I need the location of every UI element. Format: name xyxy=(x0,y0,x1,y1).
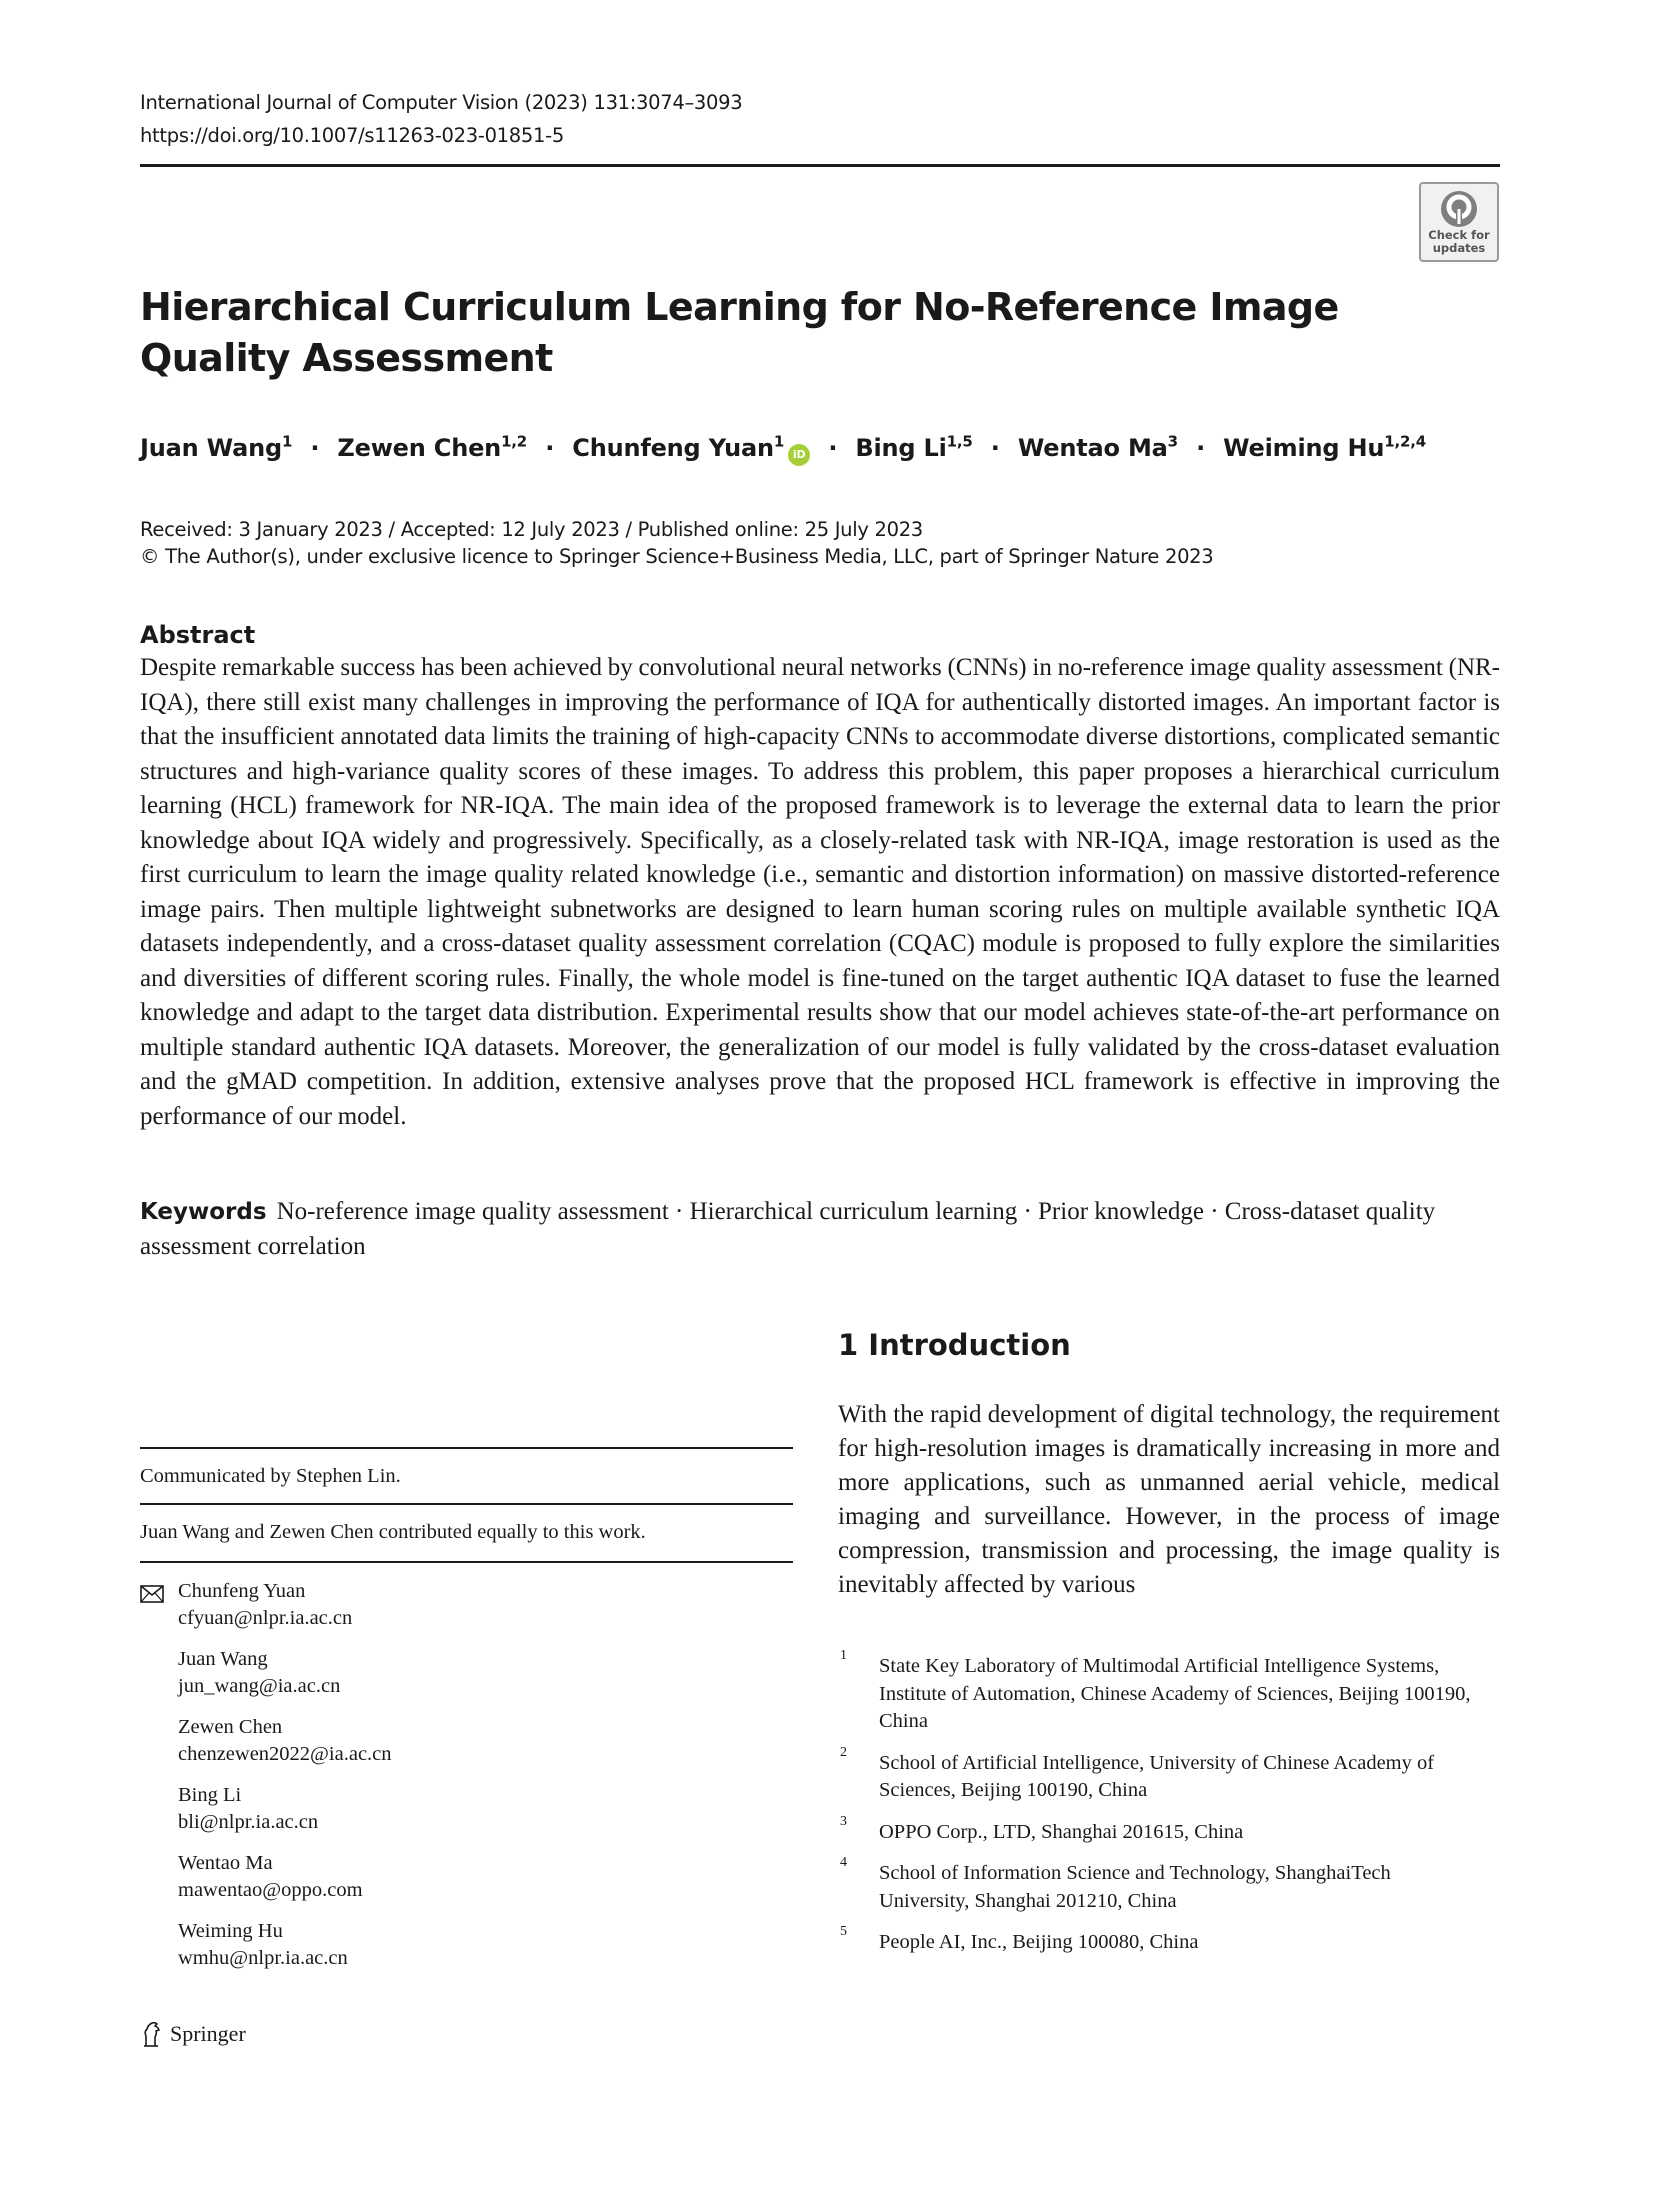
contact-entry xyxy=(178,1646,738,1714)
author-separator: · xyxy=(990,434,1000,462)
affiliation-number: 5 xyxy=(840,1924,847,1939)
author-contacts xyxy=(178,1578,738,1986)
contact-email[interactable]: chenzewen2022@ia.ac.cn xyxy=(178,1743,392,1765)
mail-icon xyxy=(140,1585,164,1603)
communicated-note: Communicated by Stephen Lin. xyxy=(140,1465,401,1487)
crossmark-icon xyxy=(1439,189,1479,229)
affiliations-list xyxy=(838,1648,1478,1971)
keywords-text: No-reference image quality assessment · Hierarchical curriculum learning · Prior knowledge · Cross-dataset quality assessment correlation xyxy=(140,1198,1436,1260)
publication-dates xyxy=(140,516,1500,570)
author-name: Bing Li xyxy=(855,434,947,462)
affiliation-item xyxy=(838,1744,1478,1805)
keywords xyxy=(140,1195,1500,1263)
author-list xyxy=(140,428,1500,468)
author-separator: · xyxy=(828,434,838,462)
author-affiliation-sup: 1,5 xyxy=(946,432,973,451)
contact-name: Bing Li xyxy=(178,1784,242,1806)
contact-name: Juan Wang xyxy=(178,1648,268,1670)
contact-name: Chunfeng Yuan xyxy=(178,1580,306,1602)
contact-entry xyxy=(178,1850,738,1918)
crossmark-line-1: Check for xyxy=(1428,228,1490,242)
affiliation-item xyxy=(838,1648,1478,1736)
author-affiliation-sup: 1 xyxy=(281,432,293,451)
author-name: Zewen Chen xyxy=(337,434,502,462)
contact-name: Weiming Hu xyxy=(178,1920,283,1942)
abstract-text: Despite remarkable success has been achieved by convolutional neural networks (CNNs) in no-reference image quality assessment (NR-IQA), there still exist many challenges in improving the performance of IQA for authentically distorted images. An important factor is that the insufficient annotated data limits the training of high-capacity CNNs to accommodate diverse distortions, complicated semantic structures and high-variance quality scores of these images. To address this problem, this paper proposes a hierarchical curriculum learning (HCL) framework for NR-IQA. The main idea of the proposed framework is to leverage the external data to learn the prior knowledge about IQA widely and progressively. Specifically, as a closely-related task with NR-IQA, image restoration is used as the first curriculum to learn the image quality related knowledge (i.e., semantic and distortion information) on massive distorted-reference image pairs. Then multiple lightweight subnetworks are designed to learn human scoring rules on multiple available synthetic IQA datasets independently, and a cross-dataset quality assessment correlation (CQAC) module is proposed to fully explore the similarities and diversities of different scoring rules. Finally, the whole model is fine-tuned on the target authentic IQA dataset to fuse the learned knowledge and adapt to the target data distribution. Experimental results show that our model achieves state-of-the-art performance on multiple standard authentic IQA datasets. Moreover, the generalization of our model is fully validated by the cross-dataset evaluation and the gMAD competition. In addition, extensive analyses prove that the proposed HCL framework is effective in improving the performance of our model. xyxy=(140,654,1500,1130)
contact-entry xyxy=(178,1918,738,1986)
doi-link[interactable]: https://doi.org/10.1007/s11263-023-01851-5 xyxy=(140,124,564,147)
author-affiliation-sup: 1,2 xyxy=(501,432,528,451)
journal-header xyxy=(140,86,1500,152)
publisher-name: Springer xyxy=(170,2021,246,2046)
affiliation-item xyxy=(838,1924,1478,1957)
affiliation-text: OPPO Corp., LTD, Shanghai 201615, China xyxy=(879,1820,1244,1843)
footnote-rule xyxy=(140,1503,793,1505)
contact-email[interactable]: cfyuan@nlpr.ia.ac.cn xyxy=(178,1607,353,1629)
author-affiliation-sup: 1 xyxy=(773,432,785,451)
affiliation-text: School of Information Science and Technology, ShanghaiTech University, Shanghai 201210, China xyxy=(879,1862,1391,1912)
author-name: Wentao Ma xyxy=(1017,434,1168,462)
contact-email[interactable]: jun_wang@ia.ac.cn xyxy=(178,1675,341,1697)
affiliation-number: 1 xyxy=(840,1648,847,1663)
affiliation-text: State Key Laboratory of Multimodal Artificial Intelligence Systems, Institute of Automation, Chinese Academy of Sciences, Beijing 100190, China xyxy=(879,1655,1471,1732)
affiliation-text: People AI, Inc., Beijing 100080, China xyxy=(879,1931,1199,1953)
introduction-text: With the rapid development of digital technology, the requirement for high-resolution images is dramatically increasing in more and more applications, such as unmanned aerial vehicle, medical imaging and surveillance. However, in the process of image compression, transmission and processing, the image quality is inevitably affected by various xyxy=(838,1401,1500,1598)
journal-citation: International Journal of Computer Vision (2023) 131:3074–3093 xyxy=(140,91,743,114)
author-separator: · xyxy=(1196,434,1205,462)
author-affiliation-sup: 1,2,4 xyxy=(1384,432,1427,451)
header-rule xyxy=(140,164,1500,167)
copyright-line: © The Author(s), under exclusive licence to Springer Science+Business Media, LLC, part of Springer Nature 2023 xyxy=(140,545,1214,568)
contact-name: Wentao Ma xyxy=(178,1852,273,1874)
keywords-label: Keywords xyxy=(140,1199,267,1225)
crossmark-line-2: updates xyxy=(1432,241,1486,255)
abstract-heading: Abstract xyxy=(140,621,256,649)
author-name: Weiming Hu xyxy=(1223,434,1385,462)
contact-entry xyxy=(178,1578,738,1646)
paper-title: Hierarchical Curriculum Learning for No-Reference Image Quality Assessment xyxy=(140,285,1339,380)
author-affiliation-sup: 3 xyxy=(1167,432,1178,451)
affiliation-number: 2 xyxy=(840,1744,847,1760)
author-separator: · xyxy=(545,434,555,462)
affiliation-text: School of Artificial Intelligence, University of Chinese Academy of Sciences, Beijing 100190, China xyxy=(879,1751,1435,1801)
contact-name: Zewen Chen xyxy=(178,1716,283,1738)
affiliation-number: 4 xyxy=(840,1855,847,1870)
contact-email[interactable]: mawentao@oppo.com xyxy=(178,1879,363,1901)
contact-entry xyxy=(178,1714,738,1782)
contact-email[interactable]: bli@nlpr.ia.ac.cn xyxy=(178,1811,319,1833)
received-accepted-line: Received: 3 January 2023 / Accepted: 12 July 2023 / Published online: 25 July 2023 xyxy=(140,518,923,541)
affiliation-item xyxy=(838,1855,1478,1915)
affiliation-number: 3 xyxy=(840,1813,847,1829)
crossmark-badge[interactable] xyxy=(1419,182,1499,262)
contact-email[interactable]: wmhu@nlpr.ia.ac.cn xyxy=(178,1947,348,1969)
affiliation-item xyxy=(838,1813,1478,1847)
author-name: Chunfeng Yuan xyxy=(572,434,774,462)
section-heading-introduction: 1 Introduction xyxy=(838,1328,1071,1362)
author-separator: · xyxy=(310,434,320,462)
springer-horse-icon xyxy=(140,2020,164,2048)
orcid-icon[interactable]: iD xyxy=(788,444,810,466)
footnote-rule xyxy=(140,1561,793,1563)
equal-contribution-note: Juan Wang and Zewen Chen contributed equally to this work. xyxy=(140,1521,646,1543)
author-name: Juan Wang xyxy=(140,434,282,462)
footnote-rule xyxy=(140,1447,793,1449)
contact-entry xyxy=(178,1782,738,1850)
